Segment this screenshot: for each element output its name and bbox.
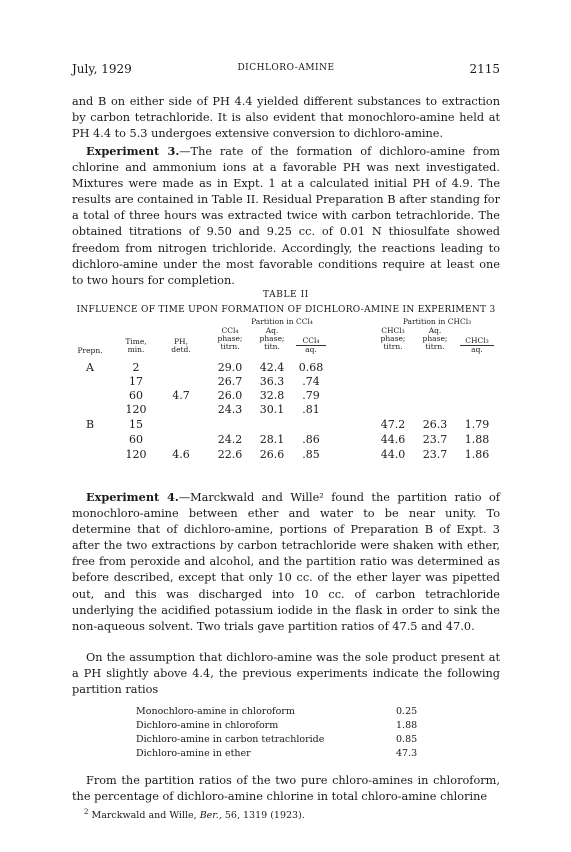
- footnote-mark: 2: [84, 807, 89, 816]
- table-cell-c1: 26.0: [217, 389, 243, 402]
- table-cell-c3: .79: [302, 389, 320, 402]
- col-header-ph: PH, detd.: [171, 337, 191, 354]
- list-item: Dichloro-amine in ether 47.3: [136, 748, 418, 759]
- col-header-chcl3-ratio: CHCl₃ aq.: [460, 337, 494, 354]
- table-cell-prepn: B: [85, 418, 95, 431]
- footnote: [84, 807, 305, 821]
- col-header-time: Time, min.: [125, 337, 147, 354]
- table-cell-h1: 47.2: [380, 418, 406, 431]
- table-cell-c2: 42.4: [259, 361, 285, 374]
- final-paragraph: [72, 773, 500, 805]
- experiment-4-heading: Experiment 4.: [86, 490, 179, 504]
- group-header-ccl4: Partition in CCl₄: [251, 317, 313, 326]
- experiment-3-paragraph: [72, 143, 500, 289]
- col-header-ccl4-aq: Aq. phase; titn.: [259, 326, 285, 351]
- table-cell-c1: 24.3: [217, 403, 243, 416]
- table-cell-c2: 36.3: [259, 375, 285, 388]
- page-number: 2115: [469, 62, 500, 76]
- experiment-4-text: [72, 489, 500, 635]
- table-cell-h2: 23.7: [422, 448, 448, 461]
- table-cell-c3: .86: [302, 433, 320, 446]
- table-cell-time: 120: [125, 448, 147, 461]
- list-item: Monochloro-amine in chloroform 0.25: [136, 706, 418, 717]
- col-header-chcl3-phase: CHCl₃ phase; titrn.: [380, 326, 406, 351]
- table-cell-c2: 30.1: [259, 403, 285, 416]
- table-cell-h3: 1.88: [464, 433, 490, 446]
- table-cell-time: 2: [132, 361, 140, 374]
- final-text: From the partition ratios of the two pure chloro-amines in chloroform, the percentage of dichloro-amine chlorine in total chloro-amine chlorine: [72, 774, 500, 804]
- list-item: Dichloro-amine in chloroform 1.88: [136, 720, 418, 731]
- intro-paragraph: [72, 94, 500, 142]
- table-cell-time: 60: [129, 433, 143, 446]
- footnote-authors: Marckwald and Wille,: [91, 810, 200, 821]
- footnote-ref: 56, 1319 (1923).: [221, 810, 305, 821]
- table-cell-time: 120: [125, 403, 147, 416]
- paragraph-text: and B on either side of PH 4.4 yielded different substances to extraction by carbon tetrachloride. It is also evident that monochloro-amine held at PH 4.4 to 5.3 undergoes extensive conversion to dichloro-amine.: [72, 95, 500, 141]
- header-title: DICHLORO-AMINE: [237, 63, 335, 73]
- table-cell-time: 60: [129, 389, 143, 402]
- table-cell-c1: 29.0: [217, 361, 243, 374]
- table-cell-c1: 26.7: [217, 375, 243, 388]
- col-header-prepn: Prepn.: [77, 346, 103, 355]
- table-cell-time: 15: [129, 418, 143, 431]
- col-header-ccl4-ratio: CCl₄ aq.: [296, 337, 326, 354]
- experiment-3-text: [72, 143, 500, 289]
- col-header-chcl3-aq: Aq. phase; titrn.: [422, 326, 448, 351]
- table-cell-h1: 44.6: [380, 433, 406, 446]
- group-header-chcl3: Partition in CHCl₃: [402, 317, 472, 326]
- col-header-ccl4-phase: CCl₄ phase; titrn.: [217, 326, 243, 351]
- header-date: July, 1929: [72, 62, 132, 76]
- table-cell-h3: 1.86: [464, 448, 490, 461]
- experiment-3-heading: Experiment 3.: [86, 144, 180, 158]
- experiment-3-body: —The rate of the formation of dichloro-amine from chlorine and ammonium ions at a favorable PH was next investigated. Mixtures were made as in Expt. 1 at a calculated initial PH of 4.9. The results are contained in Table II. Residual Preparation B after standing for a total of three hours was extracted twice with carbon tetrachloride. The obtained titrations of 9.50 and 9.25 cc. of 0.01 N thiosulfate showed freedom from nitrogen trichloride. Accordingly, the reactions leading to dichloro-amine under the most favorable conditions require at least one to two hours for completion.: [72, 145, 500, 287]
- table-cell-c3: .74: [302, 375, 320, 388]
- table-cell-h1: 44.0: [380, 448, 406, 461]
- table-cell-ph: 4.6: [172, 448, 190, 461]
- experiment-4-paragraph: [72, 489, 500, 635]
- table-cell-c1: 24.2: [217, 433, 243, 446]
- running-header: [72, 62, 500, 76]
- table-cell-c3: 0.68: [298, 361, 324, 374]
- table-cell-c2: 26.6: [259, 448, 285, 461]
- table-cell-c2: 28.1: [259, 433, 285, 446]
- table-caption: INFLUENCE OF TIME UPON FORMATION OF DICHLORO-AMINE IN EXPERIMENT 3: [76, 305, 496, 315]
- table-cell-c3: .81: [302, 403, 320, 416]
- list-item: Dichloro-amine in carbon tetrachloride 0.85: [136, 734, 418, 745]
- table-cell-prepn: A: [86, 361, 94, 374]
- table-cell-c2: 32.8: [259, 389, 285, 402]
- table-cell-ph: 4.7: [172, 389, 190, 402]
- experiment-4-body: —Marckwald and Wille² found the partition ratio of monochloro-amine between ether and water to be near unity. To determine that of dichloro-amine, portions of Preparation B of Expt. 3 after the two extractions by carbon tetrachloride were shaken with ether, free from peroxide and alcohol, and the partition ratio was determined as before described, except that only 10 cc. of the ether layer was pipetted out, and this was discharged into 10 cc. of carbon tetrachloride underlying the acidified potassium iodide in the flask in order to sink the non-aqueous solvent. Two trials gave partition ratios of 47.5 and 47.0.: [72, 491, 500, 633]
- assumption-text: On the assumption that dichloro-amine was the sole product present at a PH slightly above 4.4, the previous experiments indicate the following partition ratios: [72, 651, 500, 697]
- table-cell-time: 17: [129, 375, 143, 388]
- table-cell-c1: 22.6: [217, 448, 243, 461]
- table-label: TABLE II: [263, 290, 309, 300]
- table-cell-h2: 26.3: [422, 418, 448, 431]
- table-cell-c3: .85: [302, 448, 320, 461]
- assumption-paragraph: [72, 650, 500, 698]
- footnote-journal: Ber.,: [199, 810, 222, 821]
- table-cell-h3: 1.79: [464, 418, 490, 431]
- table-cell-h2: 23.7: [422, 433, 448, 446]
